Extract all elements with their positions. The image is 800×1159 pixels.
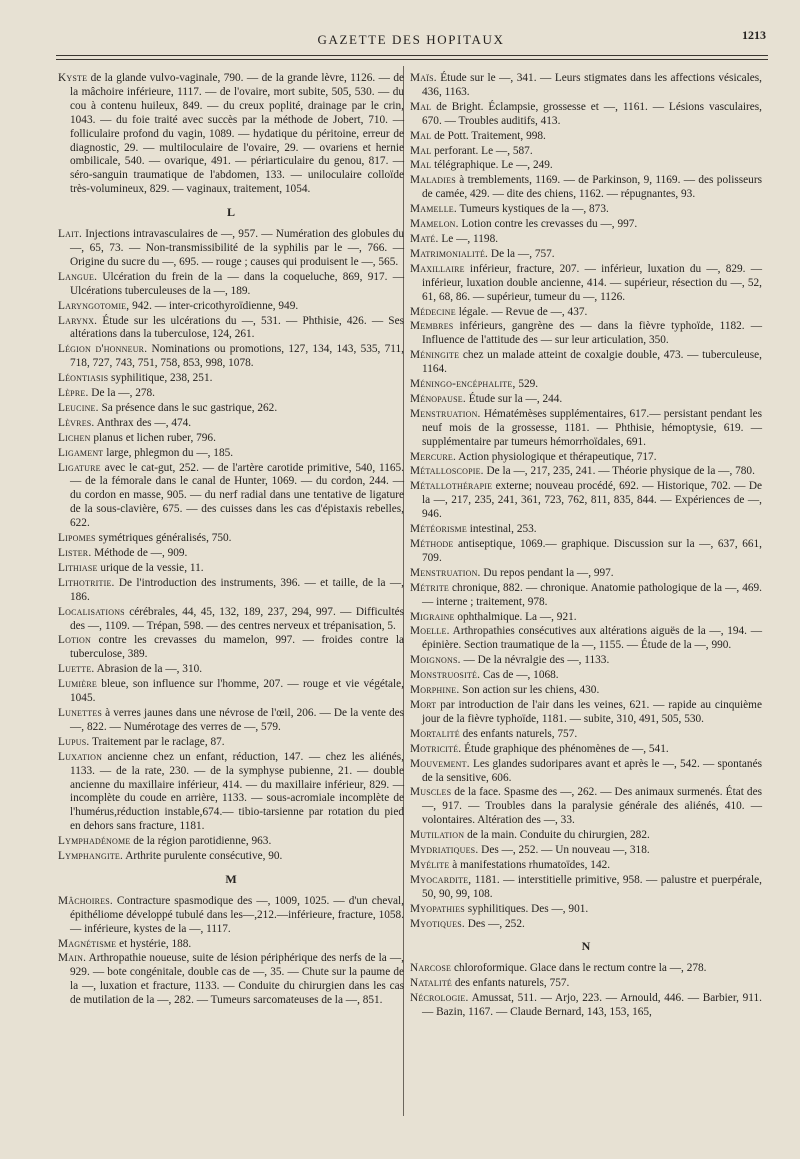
entry-headword: Luette. (58, 663, 95, 676)
entry-text: 942. — inter-cricothyroïdienne, 949. (129, 299, 299, 312)
index-entry (58, 547, 404, 561)
entry-headword: Narcose (410, 962, 452, 975)
entry-headword: Mouvement. (410, 757, 470, 770)
entry-text: Sa présence dans le suc gastrique, 262. (98, 401, 278, 414)
entry-headword: Nécrologie. (410, 992, 469, 1005)
index-entry (58, 751, 404, 834)
index-entry (410, 669, 762, 683)
index-entry (58, 634, 404, 662)
entry-headword: Leucine. (58, 401, 99, 414)
entry-text: Son action sur les chiens, 430. (459, 684, 600, 697)
index-entry (58, 562, 404, 576)
index-entry (410, 859, 762, 873)
right-column (410, 72, 762, 1021)
entry-text: externe; nouveau procédé, 692. — Historique, 702. — De la —, 217, 235, 241, 361, 723, 762, 811, 835, 844. — Expériences de —, 946. (422, 480, 762, 521)
entry-text: de Pott. Traitement, 998. (431, 129, 546, 142)
entry-text: 1181. — interstitielle primitive, 958. — palustre et puerpérale, 50, 90, 99, 108. (422, 873, 762, 900)
entry-headword: Myopathies (410, 902, 465, 915)
index-entry (410, 918, 762, 932)
entry-headword: Laryngotomie, (58, 299, 130, 312)
entry-text: chloroformique. Glace dans le rectum contre la —, 278. (451, 962, 707, 975)
index-entry (58, 300, 404, 314)
entry-text: ophthalmique. La —, 921. (454, 610, 577, 623)
index-entry (410, 962, 762, 976)
entry-headword: Mamelon. (410, 218, 459, 231)
entry-headword: Mamelle. (410, 203, 457, 216)
entry-headword: Myocardite, (410, 873, 472, 886)
index-entry (410, 625, 762, 653)
entry-text: De l'introduction des instruments, 396. — et taille, de la —, 186. (70, 576, 404, 603)
entry-headword: Kyste (58, 72, 88, 84)
entry-headword: Lunettes (58, 706, 103, 719)
entry-headword: Main. (58, 952, 87, 965)
entry-headword: Mal (410, 100, 432, 113)
entry-headword: Méningite (410, 349, 460, 362)
index-entry (58, 678, 404, 706)
entry-headword: Léontiasis (58, 372, 109, 385)
entry-headword: Lait. (58, 228, 83, 241)
entry-text: Lotion contre les crevasses du —, 997. (458, 218, 638, 231)
entry-text: bleue, son influence sur l'homme, 207. — rouge et vie végétale, 1045. (70, 678, 404, 705)
entry-text: de la face. Spasme des —, 262. — Des animaux surmenés. État des —, 917. — Troubles dans la paralysie générale des aliénés, 410. — volontaires. Altération des —, 33. (422, 786, 762, 827)
entry-text: contre les crevasses du mamelon, 997. — froides contre la tuberculose, 389. (70, 634, 404, 661)
entry-text: avec le cat-gut, 252. — de l'artère carotide primitive, 540, 1165. — de la fémorale dans le canal de Hunter, 1069. — du cordon, 244. — du cordon en masse, 905. — du nerf radial dans une tentative de ligature de la sous-clavière, 675. — des cuisses dans les cas d'épistaxis rebelles, 622. (70, 461, 404, 530)
index-entry (58, 707, 404, 735)
entry-headword: Ligament (58, 446, 104, 459)
index-entry (410, 844, 762, 858)
entry-headword: Lumière (58, 678, 97, 691)
index-entry (58, 850, 404, 864)
entry-headword: Lithiase (58, 561, 98, 574)
index-entry (410, 393, 762, 407)
index-entry (410, 977, 762, 991)
entry-headword: Mal (410, 129, 432, 142)
index-entry (410, 465, 762, 479)
entry-text: Traitement par le raclage, 87. (89, 735, 225, 748)
entry-headword: Monstruosité. (410, 669, 481, 682)
index-entry (58, 663, 404, 677)
index-entry (410, 174, 762, 202)
n-entries (410, 962, 762, 1020)
index-entry (410, 233, 762, 247)
entry-text: Amussat, 511. — Arjo, 223. — Arnould, 446. — Barbier, 911. — Bazin, 1167. — Claude Bernard, 143, 153, 165, (422, 992, 762, 1019)
entry-headword: Mort (410, 698, 437, 711)
entry-headword: Magnétisme (58, 937, 117, 950)
entry-text: planus et lichen ruber, 796. (90, 431, 216, 444)
index-entry (410, 829, 762, 843)
index-entry (58, 835, 404, 849)
entry-headword: Larynx. (58, 314, 98, 327)
entry-text: De la —, 278. (88, 387, 155, 400)
entry-headword: Mal (410, 144, 432, 157)
index-entry (410, 611, 762, 625)
entry-text: de la glande vulvo-vaginale, 790. — de la grande lèvre, 1126. — de la mâchoire inférieure, 1117. — de l'ovaire, mort subite, 505, 530. — du cou à contenu huileux, 849. — du creux poplité, drainage par le crin, 1043. — du foie traité avec succès par la méthode de Jobert, 710. — folliculaire profond du vagin, 1089. — hydatique du péritoine, erreur de diagnostic, 29. — multiloculaire de l'ovaire, 29. — ovariens et hernie ombilicale, 540. — ovarique, 491. — périarticulaire du genou, 817. — séro-sanguin traumatique de l'abdomen, 133. — uniloculaire colloïde très-volumineux, 829. — vaginaux, traitement, 1054. (70, 72, 404, 196)
entry-text: à manifestations rhumatoïdes, 142. (449, 858, 611, 871)
index-entry (410, 728, 762, 742)
entry-text: Méthode de —, 909. (91, 547, 188, 559)
entry-text: légale. — Revue de —, 437. (455, 305, 588, 318)
entry-text: Injections intravasculaires de —, 957. — Numération des globules du —, 65, 73. — Non-transmissibilité de la syphilis par le —, 766. — Origine du sucre du —, 695. — rouge ; causes qui produisent le —, 565. (70, 228, 404, 268)
header-rule-bottom (56, 59, 768, 60)
index-entry (410, 480, 762, 522)
index-entry (410, 903, 762, 917)
entry-text: Étude sur les ulcérations du —, 531. — Phthisie, 426. — Ses altérations dans la tuberculose, 124, 261. (70, 314, 404, 341)
index-entry (58, 606, 404, 634)
entry-headword: Menstruation. (410, 566, 481, 579)
index-entry (58, 417, 404, 431)
index-entry (410, 992, 762, 1020)
entry-headword: Lister. (58, 547, 92, 559)
entry-headword: Ménopause. (410, 392, 466, 405)
entry-headword: Localisations (58, 605, 125, 618)
entry-text: Abrasion de la —, 310. (94, 663, 203, 676)
entry-text: De la —, 217, 235, 241. — Théorie physique de la —, 780. (483, 465, 755, 478)
entry-text: 529. (515, 378, 539, 391)
index-entry (58, 577, 404, 605)
entry-text: cérébrales, 44, 45, 132, 189, 237, 294, 997. — Difficultés des —, 1109. — Trépan, 598. — des centres nerveux et trépanisation, 5. (70, 605, 404, 632)
entry-headword: Mercure. (410, 450, 457, 463)
entry-headword: Maïs. (410, 72, 437, 84)
entry-headword: Ligature (58, 461, 101, 474)
entry-headword: Matrimonialité. (410, 247, 489, 260)
entry-headword: Lithotritie. (58, 576, 115, 589)
index-entry (410, 159, 762, 173)
entry-headword: Lymphadénome (58, 835, 131, 848)
entry-headword: Mortalité (410, 727, 460, 740)
entry-headword: Lupus. (58, 735, 90, 748)
header-rule-top (56, 55, 768, 56)
entry-text: Cas de —, 1068. (480, 669, 559, 682)
entry-headword: Membres (410, 320, 454, 333)
index-entry (410, 306, 762, 320)
entry-text: symétriques généralisés, 750. (95, 532, 232, 545)
entry-text: Étude sur la —, 244. (465, 392, 563, 405)
entry-headword: Lymphangite. (58, 850, 124, 863)
entry-text: inférieurs, gangrène des — dans la fièvre typhoïde, 1182. — Influence de l'attitude des — sur leur articulation, 350. (422, 320, 762, 347)
entry-headword: Météorisme (410, 523, 467, 536)
section-letter-m: M (225, 871, 237, 886)
entry-text: ancienne chez un enfant, réduction, 147. — chez les aliénés, 1133. — de la rate, 230. — de la symphyse pubienne, 21. — double ancienne du maxillaire inférieur, 414. — du maxillaire inférieur, 829. — incomplète du coude en arrière, 1133. — sous-acromiale incomplète de l'humérus,réduction instable,674.— tibio-tarsienne par rotation du pied en dehors sans fracture, 1181. (70, 750, 404, 833)
index-entry (58, 532, 404, 546)
journal-title: GAZETTE DES HOPITAUX (317, 32, 505, 47)
entry-headword: Lèvres. (58, 416, 95, 429)
entry-text: et hystérie, 188. (116, 937, 192, 950)
index-entry (410, 523, 762, 537)
page-number: 1213 (742, 28, 766, 42)
entry-headword: Moelle. (410, 625, 450, 638)
entry-headword: Moignons. (410, 654, 461, 667)
m-entries-left (58, 895, 404, 1008)
index-entry (410, 408, 762, 450)
index-entry (58, 447, 404, 461)
index-entry (410, 263, 762, 305)
section-letter-l: L (226, 205, 235, 220)
entry-text: à tremblements, 1169. — de Parkinson, 9, 1169. — des polisseurs de camée, 429. — dite des chiens, 1162. — répugnantes, 93. (422, 174, 762, 201)
index-entry (410, 203, 762, 217)
index-entry (410, 320, 762, 348)
index-entry (410, 582, 762, 610)
index-entry (58, 343, 404, 371)
index-entry (410, 684, 762, 698)
entry-headword: Médecine (410, 305, 456, 318)
entry-text: — De la névralgie des —, 1133. (460, 654, 610, 667)
entry-text: Les glandes sudoripares avant et après le —, 542. — spontanés de la sensitive, 606. (422, 757, 762, 784)
entry-headword: Motricité. (410, 742, 462, 755)
index-entry (410, 758, 762, 786)
index-entry (410, 786, 762, 828)
entry-headword: Myotiques. (410, 917, 465, 930)
entry-text: De la —, 757. (488, 247, 555, 260)
entry-text: Des —, 252. (464, 917, 525, 930)
index-entry (410, 218, 762, 232)
entry-headword: Menstruation. (410, 407, 481, 420)
entry-headword: Lipomes (58, 532, 96, 545)
index-entry (410, 654, 762, 668)
entry-text: de la main. Conduite du chirurgien, 282. (464, 829, 650, 842)
entry-text: des enfants naturels, 757. (459, 727, 578, 740)
index-entry (410, 101, 762, 129)
entry-headword: Légion d'honneur. (58, 343, 148, 356)
index-entry (58, 402, 404, 416)
index-entry (58, 462, 404, 532)
entry-headword: Lotion (58, 634, 91, 647)
entry-text: Contracture spasmodique des —, 1009, 1025. — d'un cheval, épithéliome développé tubulé dans les—,212.—inférieure, fracture, 1058. — inférieure, kystes de la —, 1117. (70, 894, 404, 935)
entry-headword: Morphine. (410, 684, 460, 697)
entry-text: Tumeurs kystiques de la —, 873. (456, 203, 609, 216)
entry-headword: Muscles (410, 786, 452, 799)
index-entry (58, 372, 404, 386)
index-entry (58, 387, 404, 401)
index-entry (58, 72, 404, 197)
entry-headword: Méningo-encéphalite, (410, 378, 516, 391)
index-entry (58, 736, 404, 750)
entry-text: télégraphique. Le —, 249. (431, 159, 553, 172)
index-entry (410, 378, 762, 392)
entry-text: Étude sur le —, 341. — Leurs stigmates dans les affections vésicales, 436, 1163. (422, 72, 762, 98)
entry-text: Hématémèses supplémentaires, 617.— persistant pendant les neuf mois de la grossesse, 1181. — Phthisie, hémoptysie, 619. — supplémentaire par tumeurs hémorrhoïdales, 691. (422, 407, 762, 448)
entry-text: large, phlegmon du —, 185. (103, 446, 234, 459)
entry-text: Arthropathie noueuse, suite de lésion périphérique des nerfs de la —, 929. — bote congénitale, double cas de —, 35. — Chute sur la paume de la —, luxation et fracture, 1133. — Conduite du chirurgien dans les cas de mutilation de la —, 282. — Tumeurs sarcomateuses de la —, 851. (70, 952, 404, 1007)
entry-text: de la région parotidienne, 963. (130, 835, 272, 848)
entry-text: intestinal, 253. (466, 523, 537, 536)
m-entries-right (410, 72, 762, 931)
entry-text: Anthrax des —, 474. (94, 416, 192, 429)
entry-text: antiseptique, 1069.— graphique. Discussion sur la —, 637, 661, 709. (422, 538, 762, 564)
entry-text: des enfants naturels, 757. (452, 977, 570, 990)
index-entry (410, 538, 762, 566)
page-header (56, 28, 766, 52)
index-entry (58, 432, 404, 446)
index-entry (58, 895, 404, 937)
index-entry (58, 228, 404, 270)
entry-text: par introduction de l'air dans les veines, 621. — rapide au cinquième jour de la fièvre typhoïde, 1181. — subite, 310, 491, 505, 530. (422, 698, 762, 725)
index-entry (410, 145, 762, 159)
entry-headword: Myélite (410, 858, 450, 871)
entry-text: chronique, 882. — chronique. Anatomie pathologique de la —, 469. — interne ; traitement, 978. (422, 581, 762, 608)
index-entry (410, 72, 762, 100)
entry-text: perforant. Le —, 587. (431, 144, 533, 157)
entry-text: Étude graphique des phénomènes de —, 541. (461, 742, 669, 755)
entry-text: Arthropathies consécutives aux altérations aiguës de la —, 194. — épinière. Section traumatique de la —, 1155. — Étude de la —, 990. (422, 625, 762, 652)
entry-text: Du repos pendant la —, 997. (480, 566, 614, 579)
entry-text: urique de la vessie, 11. (97, 561, 204, 574)
entry-text: Ulcération du frein de la — dans la coqueluche, 869, 917. — Ulcérations tuberculeuses de la —, 189. (70, 270, 404, 297)
entry-text: Nominations ou promotions, 127, 134, 143, 535, 711, 718, 727, 743, 751, 758, 853, 998, 1078. (70, 343, 404, 370)
entry-headword: Migraine (410, 610, 455, 623)
index-entry (410, 451, 762, 465)
entry-text: Action physiologique et thérapeutique, 717. (456, 450, 657, 463)
index-entry (410, 567, 762, 581)
entry-headword: Maxillaire (410, 262, 465, 275)
entry-headword: Maté. (410, 232, 439, 245)
entry-text: syphilitique, 238, 251. (108, 372, 213, 385)
entry-text: à verres jaunes dans une névrose de l'œil, 206. — De la vente des —, 822. — Numérotage des verres de —, 579. (70, 706, 404, 733)
section-letter-n: N (581, 939, 591, 954)
entry-headword: Métallothérapie (410, 480, 493, 493)
index-entry (58, 271, 404, 299)
entry-headword: Natalité (410, 977, 452, 990)
entry-headword: Mydriatiques. (410, 844, 479, 857)
entry-headword: Mal (410, 159, 432, 172)
index-entry (410, 874, 762, 902)
entry-text: Le —, 1198. (438, 232, 499, 245)
entry-text: chez un malade atteint de coxalgie double, 473. — tuberculeuse, 1164. (422, 349, 762, 376)
entry-headword: Lichen (58, 431, 91, 444)
entry-headword: Métalloscopie. (410, 465, 484, 478)
index-entry (58, 315, 404, 343)
entry-headword: Luxation (58, 750, 103, 763)
k-entries (58, 72, 404, 197)
index-entry (410, 699, 762, 727)
index-entry (58, 938, 404, 952)
entry-headword: Mâchoires. (58, 894, 113, 907)
entry-headword: Lèpre. (58, 387, 89, 400)
entry-headword: Méthode (410, 538, 454, 550)
entry-text: de Bright. Éclampsie, grossesse et —, 1161. — Lésions vasculaires, 670. — Troubles auditifs, 413. (422, 100, 762, 127)
l-entries (58, 228, 404, 864)
entry-text: Des —, 252. — Un nouveau —, 318. (478, 844, 650, 857)
index-entry (58, 952, 404, 1008)
entry-headword: Mutilation (410, 829, 465, 842)
entry-text: syphilitiques. Des —, 901. (464, 902, 589, 915)
index-entry (410, 130, 762, 144)
entry-headword: Métrite (410, 581, 449, 594)
entry-headword: Maladies (410, 174, 456, 187)
index-entry (410, 743, 762, 757)
left-column (58, 72, 404, 1009)
index-entry (410, 248, 762, 262)
entry-text: Arthrite purulente consécutive, 90. (123, 850, 283, 863)
entry-headword: Langue. (58, 270, 98, 283)
index-entry (410, 349, 762, 377)
entry-text: inférieur, fracture, 207. — inférieur, luxation du —, 829. — inférieur, luxation double ancienne, 414. — supérieur, résection du —, 52, 61, 68, 86. — supérieur, tumeur du —, 1126. (422, 262, 762, 303)
